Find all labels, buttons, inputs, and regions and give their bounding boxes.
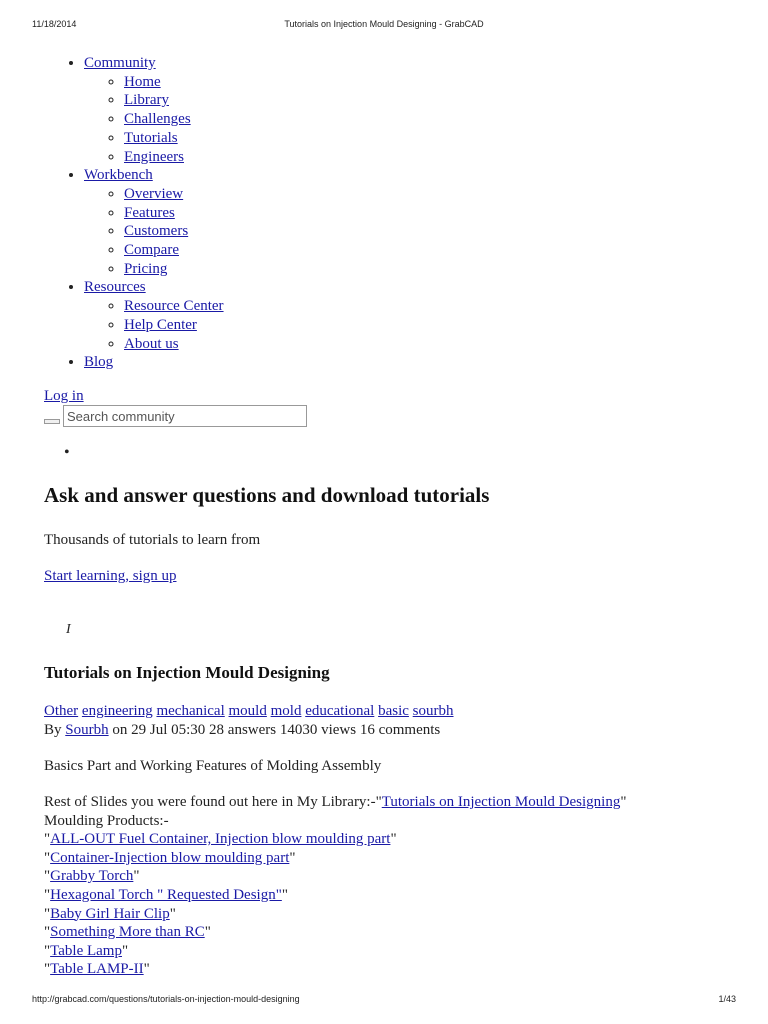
tag-link[interactable]: mechanical <box>156 703 225 719</box>
nav-link-resource-center[interactable]: Resource Center <box>124 298 224 315</box>
tag-link[interactable]: sourbh <box>412 703 454 719</box>
author-link[interactable]: Sourbh <box>65 722 109 738</box>
library-prefix: Rest of Slides you were found out here in My Library:-" <box>44 794 382 810</box>
meta-stats: on 29 Jul 05:30 28 answers 14030 views 16 comments <box>112 722 441 738</box>
nav-link-about-us[interactable]: About us <box>124 335 179 352</box>
product-line: "Hexagonal Torch " Requested Design"" <box>44 886 288 903</box>
nav-link-workbench[interactable]: Workbench <box>84 167 153 184</box>
tag-link[interactable]: educational <box>305 703 375 719</box>
nav-item-community <box>84 54 224 166</box>
print-page-number: 1/43 <box>718 994 736 1004</box>
hero-headline: Ask and answer questions and download tutorials <box>44 483 490 507</box>
product-line: "Baby Girl Hair Clip" <box>44 905 176 922</box>
products-heading: Moulding Products:- <box>44 812 169 829</box>
product-link[interactable]: Something More than RC <box>50 924 205 941</box>
print-url: http://grabcad.com/questions/tutorials-on-injection-mould-designing <box>32 994 300 1004</box>
product-line: "Container-Injection blow moulding part" <box>44 849 296 866</box>
nav-link-features[interactable]: Features <box>124 204 175 221</box>
workbench-submenu <box>84 185 224 279</box>
nav-subitem <box>124 185 224 204</box>
question-title: Tutorials on Injection Mould Designing <box>44 663 330 682</box>
library-line <box>44 793 626 812</box>
print-date: 11/18/2014 <box>32 19 77 29</box>
resources-submenu <box>84 297 224 353</box>
broken-image-icon: I <box>66 622 71 637</box>
tag-link[interactable]: engineering <box>81 703 153 719</box>
nav-link-tutorials[interactable]: Tutorials <box>124 129 178 146</box>
by-label: By <box>44 722 62 738</box>
nav-link-resources[interactable]: Resources <box>84 279 146 296</box>
nav-item-workbench <box>84 166 224 278</box>
nav-subitem <box>124 241 224 260</box>
main-nav <box>44 54 224 372</box>
product-link[interactable]: Table LAMP-II <box>50 961 144 978</box>
product-line: "Table Lamp" <box>44 942 129 959</box>
nav-link-home[interactable]: Home <box>124 73 161 90</box>
tag-list <box>44 703 454 720</box>
tag-link[interactable]: Other <box>44 703 79 719</box>
product-line: "Table LAMP-II" <box>44 961 150 978</box>
product-link[interactable]: ALL-OUT Fuel Container, Injection blow moulding part <box>50 831 391 848</box>
nav-subitem <box>124 73 224 92</box>
product-line: "Something More than RC" <box>44 924 211 941</box>
nav-subitem <box>124 297 224 316</box>
login-link[interactable]: Log in <box>44 388 84 404</box>
nav-link-blog[interactable]: Blog <box>84 354 114 371</box>
print-footer <box>32 994 736 1008</box>
nav-link-customers[interactable]: Customers <box>124 223 189 240</box>
empty-list-bullet: • <box>64 444 70 461</box>
print-page-title: Tutorials on Injection Mould Designing - GrabCAD <box>284 19 484 29</box>
nav-link-challenges[interactable]: Challenges <box>124 111 191 128</box>
nav-link-library[interactable]: Library <box>124 92 169 109</box>
product-link[interactable]: Baby Girl Hair Clip <box>50 905 170 922</box>
library-link[interactable]: Tutorials on Injection Mould Designing <box>381 794 621 810</box>
search-submit-button[interactable] <box>44 419 60 424</box>
question-body <box>44 793 626 979</box>
search-input[interactable] <box>63 405 307 427</box>
nav-item-blog <box>84 353 224 372</box>
nav-subitem <box>124 129 224 148</box>
nav-link-overview[interactable]: Overview <box>124 185 184 202</box>
library-suffix: " <box>620 794 627 810</box>
nav-subitem <box>124 316 224 335</box>
product-link[interactable]: Hexagonal Torch " Requested Design" <box>50 886 282 903</box>
tag-link[interactable]: mold <box>270 703 302 719</box>
question-summary: Basics Part and Working Features of Molding Assembly <box>44 758 382 774</box>
community-submenu <box>84 73 224 167</box>
tag-link[interactable]: basic <box>378 703 409 719</box>
product-line: "Grabby Torch" <box>44 868 140 885</box>
nav-link-community[interactable]: Community <box>84 55 156 71</box>
nav-subitem <box>124 222 224 241</box>
question-meta <box>44 722 440 739</box>
hero-tagline: Thousands of tutorials to learn from <box>44 532 261 548</box>
print-header <box>32 19 736 33</box>
nav-link-compare[interactable]: Compare <box>124 242 179 259</box>
nav-subitem <box>124 335 224 354</box>
product-link[interactable]: Grabby Torch <box>50 868 134 885</box>
nav-subitem <box>124 91 224 110</box>
nav-link-pricing[interactable]: Pricing <box>124 260 168 277</box>
nav-subitem <box>124 148 224 167</box>
product-line: "ALL-OUT Fuel Container, Injection blow moulding part" <box>44 831 397 848</box>
product-link[interactable]: Container-Injection blow moulding part <box>50 849 290 866</box>
signup-link[interactable]: Start learning, sign up <box>44 568 177 584</box>
tag-link[interactable]: mould <box>228 703 267 719</box>
nav-subitem <box>124 204 224 223</box>
nav-item-resources <box>84 278 224 353</box>
nav-link-engineers[interactable]: Engineers <box>124 148 184 165</box>
nav-subitem <box>124 110 224 129</box>
nav-subitem <box>124 260 224 279</box>
product-link[interactable]: Table Lamp <box>50 942 122 959</box>
nav-link-help-center[interactable]: Help Center <box>124 316 197 333</box>
